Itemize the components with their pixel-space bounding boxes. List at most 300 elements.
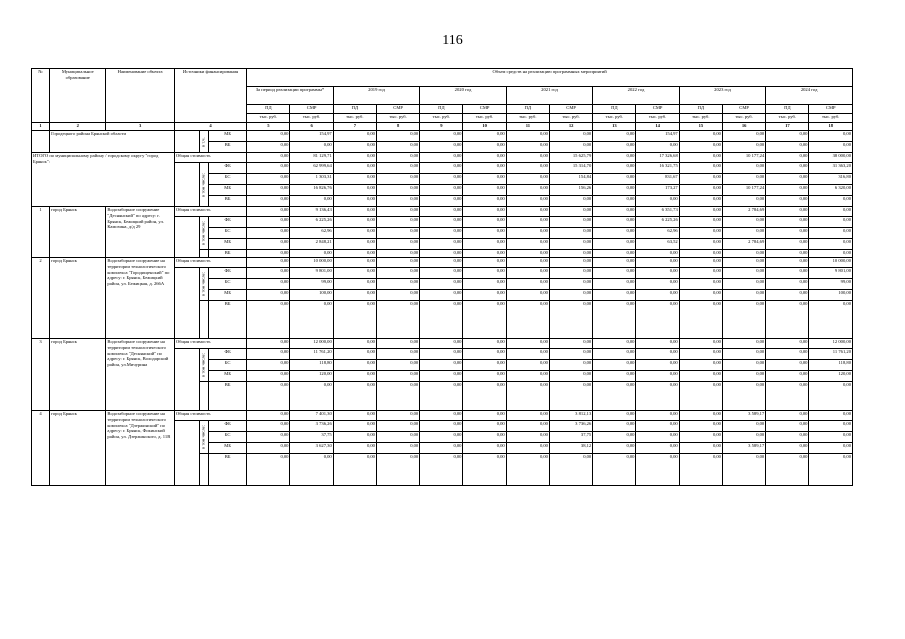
value-cell: 0,00 (722, 421, 765, 432)
value-cell: 0,00 (593, 371, 636, 382)
empty-cell (174, 131, 199, 153)
value-cell: 0,00 (722, 290, 765, 301)
source-cell: МБ (209, 443, 247, 454)
value-cell: 0,00 (333, 217, 376, 228)
value-cell: 0,00 (766, 250, 809, 258)
value-cell: 0,00 (463, 454, 506, 486)
value-cell: 0,00 (506, 339, 549, 349)
total-cost-label: Общая стоимость (174, 411, 246, 421)
value-cell: 0,00 (679, 371, 722, 382)
value-cell: 154,84 (549, 174, 592, 185)
value-cell: 0,00 (636, 360, 679, 371)
value-cell: 0,00 (420, 371, 463, 382)
unit-header: тыс. руб. (809, 114, 853, 123)
value-cell: 0,00 (809, 142, 853, 153)
empty-cell (174, 163, 199, 207)
year-header: 2024 год (766, 87, 853, 105)
object-mo: город Брянск (50, 258, 106, 339)
source-cell: МБ (209, 185, 247, 196)
value-cell: 0,00 (333, 301, 376, 339)
value-cell: 0,00 (247, 258, 290, 268)
value-cell: 0,00 (420, 290, 463, 301)
total-cost-label: Общая стоимость (174, 339, 246, 349)
value-cell: 0,00 (420, 279, 463, 290)
value-cell: 0,00 (766, 239, 809, 250)
in-that-number-label: в том числе: (199, 268, 208, 301)
value-cell: 0,00 (506, 443, 549, 454)
value-cell: 0,00 (636, 290, 679, 301)
value-cell: 0,00 (420, 382, 463, 411)
value-cell: 0,00 (376, 185, 419, 196)
table-row (32, 153, 853, 163)
value-cell: 0,00 (593, 239, 636, 250)
value-cell: 0,00 (376, 258, 419, 268)
value-cell: 3 589,17 (722, 411, 765, 421)
source-cell: ФБ (209, 349, 247, 360)
year-header: 2021 год (506, 87, 593, 105)
value-cell: 0,00 (420, 196, 463, 207)
col-index: 14 (636, 123, 679, 131)
value-cell: 0,00 (549, 239, 592, 250)
value-cell: 120,00 (290, 371, 333, 382)
value-cell: 0,00 (809, 443, 853, 454)
value-cell: 0,00 (247, 290, 290, 301)
value-cell: 0,00 (290, 382, 333, 411)
value-cell: 0,00 (506, 163, 549, 174)
value-cell: 0,00 (549, 142, 592, 153)
value-cell: 0,00 (506, 382, 549, 411)
value-cell: 1 303,31 (290, 174, 333, 185)
value-cell: 0,00 (722, 228, 765, 239)
value-cell: 0,00 (809, 207, 853, 217)
value-cell: 0,00 (463, 279, 506, 290)
value-cell: 0,00 (593, 454, 636, 486)
value-cell: 0,00 (333, 421, 376, 432)
value-cell: 6 320,00 (809, 185, 853, 196)
value-cell: 0,00 (506, 432, 549, 443)
value-cell: 0,00 (247, 432, 290, 443)
value-cell: 0,00 (766, 268, 809, 279)
value-cell: 0,00 (636, 258, 679, 268)
value-cell: 100,00 (809, 290, 853, 301)
value-cell: 0,00 (766, 360, 809, 371)
mo-cell: Городецкого района Брянской области (50, 131, 175, 153)
value-cell: 0,00 (679, 228, 722, 239)
value-cell: 0,00 (766, 207, 809, 217)
value-cell: 0,00 (463, 142, 506, 153)
value-cell: 0,00 (333, 371, 376, 382)
value-cell: 15 314,70 (549, 163, 592, 174)
value-cell: 0,00 (766, 371, 809, 382)
value-cell: 0,00 (809, 239, 853, 250)
smr-header: СМР (549, 105, 592, 114)
value-cell: 0,00 (333, 360, 376, 371)
value-cell: 0,00 (333, 258, 376, 268)
value-cell: 0,00 (247, 250, 290, 258)
value-cell: 0,00 (290, 454, 333, 486)
value-cell: 16 826,76 (290, 185, 333, 196)
value-cell: 0,00 (549, 131, 592, 142)
source-cell: МБ (209, 290, 247, 301)
in-that-number-label: в том числе: (199, 217, 208, 250)
value-cell: 31 363,20 (809, 163, 853, 174)
value-cell: 0,00 (376, 411, 419, 421)
value-cell: 0,00 (247, 131, 290, 142)
value-cell: 0,00 (247, 443, 290, 454)
empty-cell (32, 131, 50, 153)
value-cell: 0,00 (376, 279, 419, 290)
col-index: 8 (376, 123, 419, 131)
value-cell: 0,00 (376, 250, 419, 258)
value-cell: 156,26 (549, 185, 592, 196)
col-index: 3 (106, 123, 174, 131)
value-cell: 0,00 (549, 279, 592, 290)
col-index: 18 (809, 123, 853, 131)
value-cell: 0,00 (376, 432, 419, 443)
value-cell: 0,00 (376, 228, 419, 239)
value-cell: 0,00 (506, 142, 549, 153)
value-cell: 0,00 (679, 268, 722, 279)
table-row (32, 207, 853, 217)
value-cell: 0,00 (593, 382, 636, 411)
value-cell: 0,00 (376, 421, 419, 432)
source-cell: ВБ (209, 196, 247, 207)
value-cell: 9 136,43 (290, 207, 333, 217)
value-cell: 0,00 (766, 228, 809, 239)
value-cell: 0,00 (636, 454, 679, 486)
object-mo: город Брянск (50, 339, 106, 411)
value-cell: 0,00 (679, 196, 722, 207)
value-cell: 0,00 (463, 207, 506, 217)
value-cell: 0,00 (463, 228, 506, 239)
value-cell: 0,00 (290, 250, 333, 258)
table-row (32, 69, 853, 87)
col-total-title: Объем средств на реализацию программных мероприятий (247, 69, 853, 87)
value-cell: 11 761,20 (290, 349, 333, 360)
value-cell: 0,00 (809, 131, 853, 142)
value-cell: 0,00 (549, 349, 592, 360)
value-cell: 0,00 (679, 421, 722, 432)
value-cell: 0,00 (809, 432, 853, 443)
value-cell: 0,00 (463, 131, 506, 142)
value-cell: 0,00 (506, 250, 549, 258)
value-cell: 0,00 (333, 153, 376, 163)
value-cell: 0,00 (376, 268, 419, 279)
col-index: 17 (766, 123, 809, 131)
unit-header: тыс. руб. (722, 114, 765, 123)
col-index: 12 (549, 123, 592, 131)
value-cell: 154,97 (636, 131, 679, 142)
smr-header: СМР (463, 105, 506, 114)
value-cell: 0,00 (247, 196, 290, 207)
unit-header: тыс. руб. (290, 114, 333, 123)
col-index: 10 (463, 123, 506, 131)
value-cell: 0,00 (593, 279, 636, 290)
source-cell: ФБ (209, 421, 247, 432)
value-cell: 0,00 (679, 432, 722, 443)
value-cell: 0,00 (420, 443, 463, 454)
value-cell: 0,00 (333, 432, 376, 443)
total-cost-label: Общая стоимость (174, 207, 246, 217)
value-cell: 0,00 (420, 360, 463, 371)
value-cell: 0,00 (506, 217, 549, 228)
value-cell: 0,00 (420, 153, 463, 163)
value-cell: 0,00 (333, 454, 376, 486)
value-cell: 0,00 (593, 174, 636, 185)
value-cell: 0,00 (463, 339, 506, 349)
source-cell: ФБ (209, 268, 247, 279)
col-index: 4 (174, 123, 246, 131)
total-cost-label: Общая стоимость (174, 153, 246, 163)
value-cell: 0,00 (376, 239, 419, 250)
value-cell: 0,00 (247, 268, 290, 279)
value-cell: 0,00 (549, 268, 592, 279)
value-cell: 0,00 (376, 339, 419, 349)
value-cell: 0,00 (722, 163, 765, 174)
value-cell: 0,00 (333, 290, 376, 301)
year-header: 2023 год (679, 87, 766, 105)
table-row (32, 411, 853, 421)
value-cell: 0,00 (506, 258, 549, 268)
value-cell: 0,00 (593, 360, 636, 371)
value-cell: 0,00 (420, 258, 463, 268)
value-cell: 0,00 (679, 258, 722, 268)
empty-cell (199, 454, 208, 486)
unit-header: тыс. руб. (247, 114, 290, 123)
value-cell: 0,00 (809, 228, 853, 239)
value-cell: 12 000,00 (809, 339, 853, 349)
col-index: 13 (593, 123, 636, 131)
value-cell: 0,00 (463, 174, 506, 185)
value-cell: 0,00 (420, 163, 463, 174)
in-that-number-label: в том числе: (199, 163, 208, 207)
value-cell: 0,00 (809, 454, 853, 486)
table-row (32, 131, 853, 142)
empty-cell (174, 268, 199, 339)
smr-header: СМР (636, 105, 679, 114)
value-cell: 0,00 (247, 454, 290, 486)
value-cell: 0,00 (722, 279, 765, 290)
value-cell: 0,00 (420, 217, 463, 228)
value-cell: 0,00 (463, 382, 506, 411)
value-cell: 0,00 (593, 411, 636, 421)
value-cell: 0,00 (809, 411, 853, 421)
value-cell: 0,00 (766, 142, 809, 153)
value-cell: 9 801,00 (809, 268, 853, 279)
unit-header: тыс. руб. (506, 114, 549, 123)
value-cell: 0,00 (549, 196, 592, 207)
value-cell: 0,00 (679, 360, 722, 371)
value-cell: 0,00 (290, 142, 333, 153)
value-cell: 0,00 (247, 228, 290, 239)
funding-table (31, 68, 853, 486)
value-cell: 0,00 (247, 279, 290, 290)
object-num: 3 (32, 339, 50, 411)
value-cell: 118,80 (290, 360, 333, 371)
value-cell: 0,00 (766, 432, 809, 443)
empty-cell (174, 421, 199, 486)
year-header: 2020 год (420, 87, 507, 105)
value-cell: 0,00 (420, 131, 463, 142)
value-cell: 0,00 (679, 279, 722, 290)
page-number: 116 (442, 33, 463, 48)
value-cell: 0,00 (593, 228, 636, 239)
in-that-label: в т.ч. (199, 131, 208, 153)
value-cell: 62 999,64 (290, 163, 333, 174)
value-cell: 0,00 (376, 196, 419, 207)
value-cell: 0,00 (636, 142, 679, 153)
col-num-header: № (32, 69, 50, 123)
value-cell: 0,00 (333, 228, 376, 239)
value-cell: 0,00 (506, 279, 549, 290)
value-cell: 0,00 (376, 290, 419, 301)
value-cell: 0,00 (420, 421, 463, 432)
value-cell: 118,80 (809, 360, 853, 371)
value-cell: 0,00 (333, 239, 376, 250)
value-cell: 0,00 (809, 250, 853, 258)
value-cell: 0,00 (722, 349, 765, 360)
value-cell: 0,00 (376, 153, 419, 163)
value-cell: 0,00 (506, 349, 549, 360)
col-src-header: Источники финансирования (174, 69, 246, 123)
object-num: 4 (32, 411, 50, 486)
value-cell: 0,00 (463, 196, 506, 207)
value-cell: 0,00 (766, 131, 809, 142)
value-cell: 6 225,26 (636, 217, 679, 228)
value-cell: 15 625,79 (549, 153, 592, 163)
value-cell: 7 401,30 (290, 411, 333, 421)
value-cell: 0,00 (506, 207, 549, 217)
value-cell: 0,00 (766, 454, 809, 486)
pd-header: ПД (247, 105, 290, 114)
value-cell: 0,00 (766, 382, 809, 411)
value-cell: 0,00 (420, 228, 463, 239)
value-cell: 0,00 (333, 250, 376, 258)
value-cell: 0,00 (463, 258, 506, 268)
source-cell: БС (209, 174, 247, 185)
value-cell: 0,00 (593, 268, 636, 279)
value-cell: 0,00 (722, 371, 765, 382)
value-cell: 0,00 (506, 228, 549, 239)
col-index: 1 (32, 123, 50, 131)
value-cell: 0,00 (506, 239, 549, 250)
col-index: 11 (506, 123, 549, 131)
col-index: 16 (722, 123, 765, 131)
object-name: Водозаборное сооружение на территории технологического комплекса "Деснянский" по адресу: г. Брянск, Володарский район, ул.Мичурина (106, 339, 174, 411)
value-cell: 0,00 (506, 153, 549, 163)
value-cell: 0,00 (376, 207, 419, 217)
value-cell: 0,00 (679, 239, 722, 250)
value-cell: 154,97 (290, 131, 333, 142)
value-cell: 0,00 (420, 207, 463, 217)
value-cell: 0,00 (766, 279, 809, 290)
value-cell: 0,00 (636, 421, 679, 432)
value-cell: 0,00 (766, 339, 809, 349)
value-cell: 0,00 (333, 279, 376, 290)
value-cell: 173,27 (636, 185, 679, 196)
unit-header: тыс. руб. (420, 114, 463, 123)
value-cell: 0,00 (247, 163, 290, 174)
col-index: 5 (247, 123, 290, 131)
total-title: ИТОГО по муниципальному району / городскому округу "город Брянск": (32, 153, 175, 207)
value-cell: 0,00 (766, 443, 809, 454)
value-cell: 0,00 (722, 250, 765, 258)
value-cell: 16 321,75 (636, 163, 679, 174)
value-cell: 0,00 (290, 301, 333, 339)
value-cell: 99,00 (809, 279, 853, 290)
source-cell: МБ (209, 371, 247, 382)
value-cell: 0,00 (247, 301, 290, 339)
value-cell: 0,00 (506, 360, 549, 371)
value-cell: 0,00 (636, 411, 679, 421)
value-cell: 0,00 (549, 382, 592, 411)
value-cell: 0,00 (506, 196, 549, 207)
value-cell: 0,00 (593, 301, 636, 339)
value-cell: 0,00 (593, 258, 636, 268)
value-cell: 0,00 (722, 360, 765, 371)
value-cell: 3 589,17 (722, 443, 765, 454)
value-cell: 6 225,26 (290, 217, 333, 228)
value-cell: 0,00 (593, 432, 636, 443)
value-cell: 0,00 (593, 250, 636, 258)
value-cell: 0,00 (679, 349, 722, 360)
value-cell: 0,00 (679, 185, 722, 196)
value-cell: 0,00 (463, 268, 506, 279)
value-cell: 0,00 (420, 268, 463, 279)
value-cell: 0,00 (420, 411, 463, 421)
value-cell: 0,00 (636, 301, 679, 339)
value-cell: 99,00 (290, 279, 333, 290)
source-cell: МБ (209, 239, 247, 250)
value-cell: 0,00 (809, 382, 853, 411)
value-cell: 0,00 (463, 349, 506, 360)
value-cell: 0,00 (420, 339, 463, 349)
value-cell: 0,00 (247, 339, 290, 349)
value-cell: 0,00 (376, 217, 419, 228)
smr-header: СМР (290, 105, 333, 114)
pd-header: ПД (593, 105, 636, 114)
value-cell: 6 351,73 (636, 207, 679, 217)
value-cell: 0,00 (549, 228, 592, 239)
value-cell: 0,00 (679, 163, 722, 174)
value-cell: 0,00 (506, 421, 549, 432)
value-cell: 0,00 (506, 301, 549, 339)
value-cell: 9 801,00 (290, 268, 333, 279)
value-cell: 0,00 (593, 349, 636, 360)
value-cell: 0,00 (679, 131, 722, 142)
unit-header: тыс. руб. (549, 114, 592, 123)
value-cell: 0,00 (333, 349, 376, 360)
value-cell: 0,00 (506, 290, 549, 301)
value-cell: 0,00 (549, 290, 592, 301)
value-cell: 316,80 (809, 174, 853, 185)
value-cell: 0,00 (766, 153, 809, 163)
value-cell: 0,00 (333, 163, 376, 174)
value-cell: 0,00 (376, 360, 419, 371)
value-cell: 0,00 (636, 196, 679, 207)
unit-header: тыс. руб. (593, 114, 636, 123)
source-cell: МБ (209, 131, 247, 142)
value-cell: 0,00 (549, 258, 592, 268)
table-row (32, 123, 853, 131)
value-cell: 0,00 (463, 185, 506, 196)
value-cell: 0,00 (506, 174, 549, 185)
value-cell: 3 627,30 (290, 443, 333, 454)
value-cell: 120,00 (809, 371, 853, 382)
empty-cell (174, 349, 199, 411)
source-cell: ФБ (209, 163, 247, 174)
source-cell: БС (209, 432, 247, 443)
